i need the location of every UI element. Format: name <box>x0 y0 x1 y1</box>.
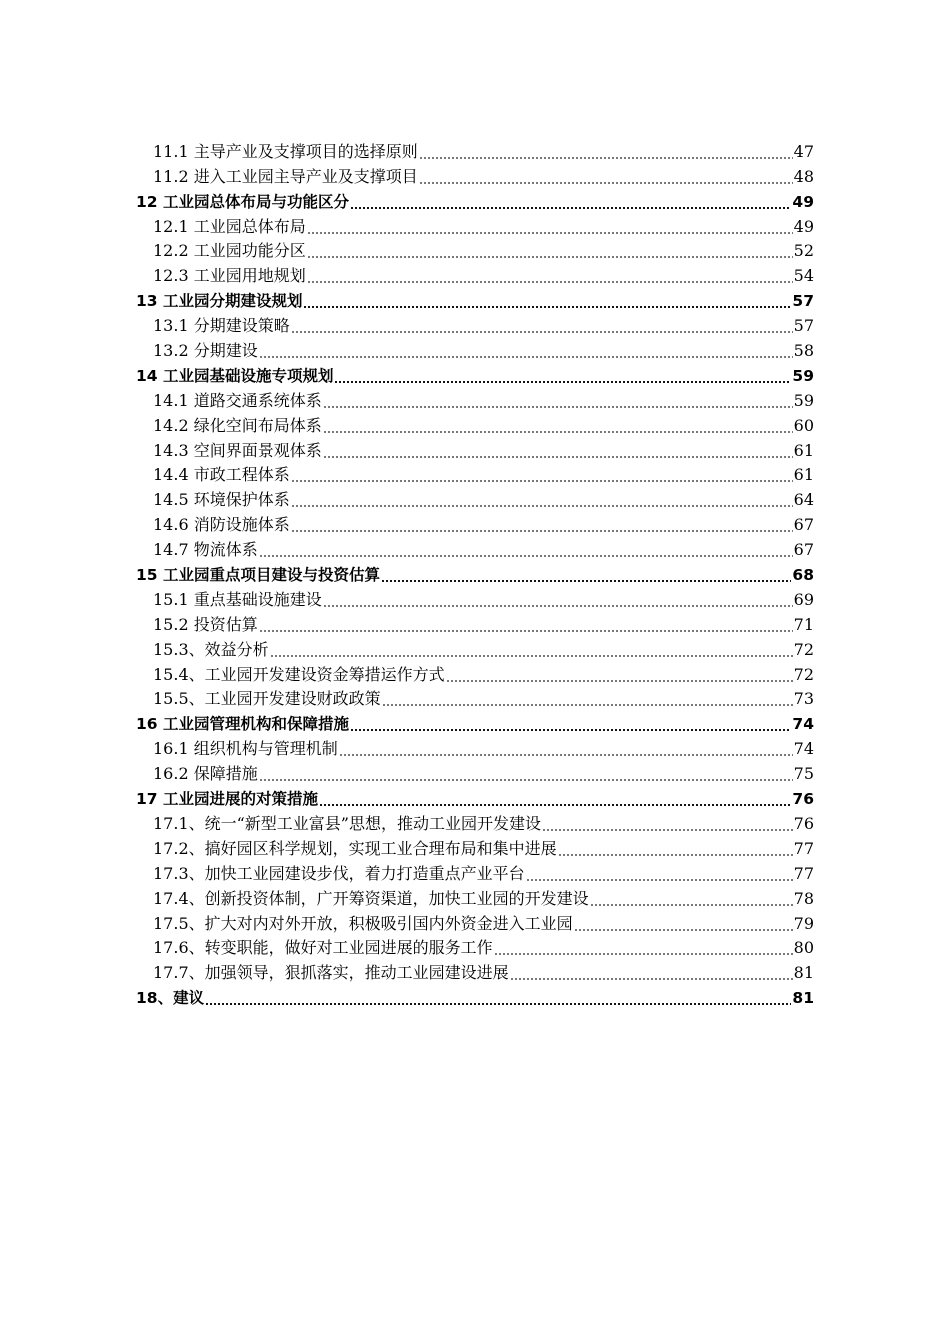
toc-entry-page-number: 68 <box>792 566 814 585</box>
toc-entry-title: 17.5、扩大对内对外开放，积极吸引国内外资金进入工业园 <box>153 913 573 933</box>
toc-entry-title: 15.2 投资估算 <box>153 614 258 634</box>
toc-entry-title: 17.7、加强领导，狠抓落实，推动工业园建设进展 <box>153 963 509 983</box>
toc-entry-page-number: 77 <box>793 863 814 883</box>
toc-entry-page-number: 72 <box>793 639 814 659</box>
toc-entry-title: 15.5、工业园开发建设财政政策 <box>153 689 381 709</box>
toc-entry-page-number: 67 <box>793 515 814 535</box>
dot-leader <box>291 505 793 507</box>
dot-leader <box>323 431 793 433</box>
toc-entry-title: 12.3 工业园用地规划 <box>153 266 306 286</box>
toc-entry-title: 13 工业园分期建设规划 <box>136 292 303 311</box>
toc-entry-page-number: 73 <box>793 689 814 709</box>
toc-entry-title: 16.2 保障措施 <box>153 764 258 784</box>
toc-chapter-entry[interactable] <box>136 784 814 809</box>
dot-leader <box>339 754 793 756</box>
toc-entry-page-number: 54 <box>793 266 814 286</box>
toc-entry-page-number: 75 <box>793 764 814 784</box>
dot-leader <box>259 555 793 557</box>
toc-section-entry[interactable] <box>136 411 814 436</box>
toc-entry-page-number: 61 <box>793 440 814 460</box>
dot-leader <box>291 530 793 532</box>
toc-entry-page-number: 52 <box>793 241 814 261</box>
toc-entry-page-number: 49 <box>792 192 814 211</box>
toc-section-entry[interactable] <box>136 834 814 859</box>
toc-entry-title: 12 工业园总体布局与功能区分 <box>136 192 349 211</box>
toc-entry-title: 16 工业园管理机构和保障措施 <box>136 715 349 734</box>
toc-section-entry[interactable] <box>136 909 814 934</box>
toc-entry-page-number: 74 <box>793 739 814 759</box>
toc-entry-title: 14.7 物流体系 <box>153 540 258 560</box>
toc-entry-title: 17 工业园进展的对策措施 <box>136 790 318 809</box>
toc-entry-page-number: 79 <box>793 913 814 933</box>
toc-entry-title: 18、建议 <box>136 989 205 1008</box>
dot-leader <box>350 729 791 731</box>
toc-entry-title: 15.3、效益分析 <box>153 639 269 659</box>
toc-section-entry[interactable] <box>136 510 814 535</box>
toc-section-entry[interactable] <box>136 734 814 759</box>
dot-leader <box>259 356 793 358</box>
toc-section-entry[interactable] <box>136 336 814 361</box>
toc-chapter-entry[interactable] <box>136 361 814 386</box>
toc-entry-page-number: 72 <box>793 664 814 684</box>
dot-leader <box>270 655 793 657</box>
toc-section-entry[interactable] <box>136 859 814 884</box>
toc-entry-page-number: 57 <box>793 316 814 336</box>
toc-entry-title: 16.1 组织机构与管理机制 <box>153 739 338 759</box>
dot-leader <box>542 829 793 831</box>
dot-leader <box>307 232 793 234</box>
toc-entry-page-number: 74 <box>792 715 814 734</box>
toc-entry-page-number: 47 <box>793 141 814 161</box>
toc-entry-page-number: 69 <box>793 589 814 609</box>
toc-entry-page-number: 57 <box>792 292 814 311</box>
dot-leader <box>303 306 791 308</box>
toc-section-entry[interactable] <box>136 137 814 162</box>
dot-leader <box>526 879 793 881</box>
toc-section-entry[interactable] <box>136 809 814 834</box>
toc-section-entry[interactable] <box>136 660 814 685</box>
toc-entry-page-number: 80 <box>793 938 814 958</box>
toc-entry-page-number: 60 <box>793 415 814 435</box>
toc-entry-page-number: 49 <box>793 216 814 236</box>
dot-leader <box>291 480 793 482</box>
toc-entry-title: 11.1 主导产业及支撑项目的选择原则 <box>153 141 418 161</box>
toc-entry-title: 15.4、工业园开发建设资金筹措运作方式 <box>153 664 445 684</box>
dot-leader <box>574 929 793 931</box>
toc-section-entry[interactable] <box>136 884 814 909</box>
dot-leader <box>446 680 793 682</box>
toc-entry-title: 14 工业园基础设施专项规划 <box>136 366 334 385</box>
toc-entry-title: 14.1 道路交通系统体系 <box>153 390 322 410</box>
dot-leader <box>307 281 793 283</box>
toc-entry-title: 14.6 消防设施体系 <box>153 515 290 535</box>
toc-chapter-entry[interactable] <box>136 187 814 212</box>
toc-entry-title: 12.1 工业园总体布局 <box>153 216 306 236</box>
dot-leader <box>334 381 791 383</box>
toc-entry-page-number: 71 <box>793 614 814 634</box>
dot-leader <box>323 605 793 607</box>
toc-entry-title: 15.1 重点基础设施建设 <box>153 589 322 609</box>
toc-entry-page-number: 76 <box>792 790 814 809</box>
toc-section-entry[interactable] <box>136 535 814 560</box>
toc-entry-page-number: 59 <box>793 390 814 410</box>
toc-entry-page-number: 61 <box>793 465 814 485</box>
toc-entry-title: 17.3、加快工业园建设步伐，着力打造重点产业平台 <box>153 863 525 883</box>
toc-entry-page-number: 77 <box>793 838 814 858</box>
dot-leader <box>291 331 793 333</box>
dot-leader <box>419 157 793 159</box>
dot-leader <box>510 978 793 980</box>
dot-leader <box>323 456 793 458</box>
toc-section-entry[interactable] <box>136 934 814 959</box>
toc-section-entry[interactable] <box>136 485 814 510</box>
toc-section-entry[interactable] <box>136 685 814 710</box>
toc-entry-page-number: 64 <box>793 490 814 510</box>
toc-section-entry[interactable] <box>136 212 814 237</box>
dot-leader <box>307 256 793 258</box>
dot-leader <box>590 904 793 906</box>
toc-section-entry[interactable] <box>136 261 814 286</box>
toc-section-entry[interactable] <box>136 610 814 635</box>
dot-leader <box>259 779 793 781</box>
toc-entry-title: 14.5 环境保护体系 <box>153 490 290 510</box>
toc-chapter-entry[interactable] <box>136 709 814 734</box>
toc-entry-title: 12.2 工业园功能分区 <box>153 241 306 261</box>
toc-entry-page-number: 76 <box>793 813 814 833</box>
dot-leader <box>382 704 793 706</box>
toc-entry-title: 17.6、转变职能，做好对工业园进展的服务工作 <box>153 938 493 958</box>
toc-section-entry[interactable] <box>136 585 814 610</box>
toc-entry-page-number: 81 <box>792 989 814 1008</box>
dot-leader <box>350 207 791 209</box>
toc-section-entry[interactable] <box>136 759 814 784</box>
toc-entry-title: 17.1、统一“新型工业富县”思想，推动工业园开发建设 <box>153 813 541 833</box>
toc-entry-page-number: 58 <box>793 341 814 361</box>
toc-entry-title: 14.2 绿化空间布局体系 <box>153 415 322 435</box>
toc-entry-title: 17.4、创新投资体制，广开筹资渠道，加快工业园的开发建设 <box>153 888 589 908</box>
toc-entry-title: 17.2、搞好园区科学规划，实现工业合理布局和集中进展 <box>153 838 557 858</box>
toc-entry-title: 13.2 分期建设 <box>153 341 258 361</box>
toc-chapter-entry[interactable] <box>136 286 814 311</box>
table-of-contents <box>136 137 814 1008</box>
toc-section-entry[interactable] <box>136 162 814 187</box>
toc-section-entry[interactable] <box>136 635 814 660</box>
toc-entry-title: 14.4 市政工程体系 <box>153 465 290 485</box>
dot-leader <box>381 580 791 582</box>
dot-leader <box>558 854 793 856</box>
dot-leader <box>323 406 793 408</box>
toc-entry-page-number: 59 <box>792 366 814 385</box>
toc-entry-page-number: 78 <box>793 888 814 908</box>
toc-section-entry[interactable] <box>136 436 814 461</box>
toc-entry-page-number: 81 <box>793 963 814 983</box>
toc-section-entry[interactable] <box>136 958 814 983</box>
toc-entry-title: 13.1 分期建设策略 <box>153 316 290 336</box>
toc-entry-page-number: 48 <box>793 166 814 186</box>
toc-chapter-entry[interactable] <box>136 983 814 1008</box>
toc-chapter-entry[interactable] <box>136 560 814 585</box>
dot-leader <box>319 804 791 806</box>
dot-leader <box>419 182 793 184</box>
toc-section-entry[interactable] <box>136 311 814 336</box>
toc-section-entry[interactable] <box>136 386 814 411</box>
dot-leader <box>259 630 793 632</box>
toc-section-entry[interactable] <box>136 237 814 262</box>
toc-section-entry[interactable] <box>136 461 814 486</box>
toc-entry-title: 15 工业园重点项目建设与投资估算 <box>136 566 380 585</box>
toc-entry-title: 11.2 进入工业园主导产业及支撑项目 <box>153 166 418 186</box>
dot-leader <box>205 1003 791 1005</box>
dot-leader <box>494 953 793 955</box>
toc-entry-title: 14.3 空间界面景观体系 <box>153 440 322 460</box>
toc-entry-page-number: 67 <box>793 540 814 560</box>
